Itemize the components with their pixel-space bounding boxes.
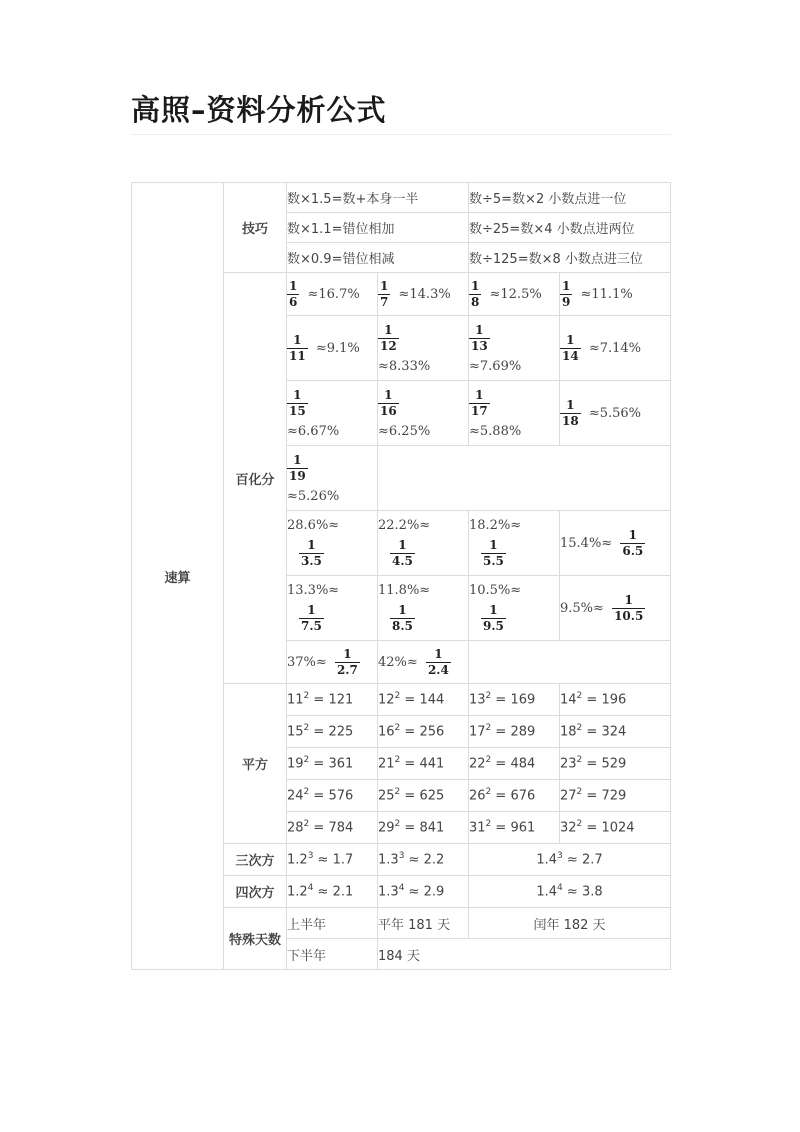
square-cell: $31^2 = 961$ <box>469 812 560 844</box>
percent-fraction-cell <box>378 641 469 684</box>
approx-value: ≈9.1% <box>315 340 360 356</box>
category-label-cube: 三次方 <box>224 844 287 876</box>
percent-value: 28.6%≈ <box>287 517 340 533</box>
fraction-cell <box>560 381 671 446</box>
days-label-second-half: 下半年 <box>287 939 378 970</box>
approx-value: ≈12.5% <box>489 286 542 302</box>
percent-fraction-cell <box>469 576 560 641</box>
trick-cell: 数÷125=数×8 小数点进三位 <box>469 243 671 273</box>
fraction: $\frac{1}{6}$ <box>289 278 298 309</box>
square-cell: $29^2 = 841$ <box>378 812 469 844</box>
square-cell: $24^2 = 576$ <box>287 780 378 812</box>
trick-cell: 数×1.5=数+本身一半 <box>287 183 469 213</box>
square-cell: $18^2 = 324$ <box>560 716 671 748</box>
percent-fraction-cell <box>378 576 469 641</box>
square-cell: $25^2 = 625$ <box>378 780 469 812</box>
percent-fraction-cell <box>287 641 378 684</box>
cube-cell: $1.3^3 \approx 2.2$ <box>378 844 469 876</box>
fraction: $\frac{1}{8}$ <box>471 278 480 309</box>
percent-fraction-cell <box>560 576 671 641</box>
fraction: $\frac{1}{17}$ <box>471 387 488 418</box>
fraction-cell <box>287 316 378 381</box>
square-cell: $19^2 = 361$ <box>287 748 378 780</box>
fraction: $\frac{1}{15}$ <box>289 387 306 418</box>
percent-fraction-cell <box>469 511 560 576</box>
title-divider <box>131 134 671 135</box>
fraction-cell <box>378 381 469 446</box>
fraction-cell <box>287 273 378 316</box>
empty-cell <box>469 641 671 684</box>
square-cell: $23^2 = 529$ <box>560 748 671 780</box>
fraction: $\frac{1}{5.5}$ <box>483 537 504 568</box>
trick-cell: 数×1.1=错位相加 <box>287 213 469 243</box>
days-label-first-half: 上半年 <box>287 908 378 939</box>
fraction-cell <box>560 273 671 316</box>
approx-value: ≈7.14% <box>588 340 642 356</box>
approx-value: ≈7.69% <box>469 358 522 374</box>
approx-value: ≈5.56% <box>588 405 642 421</box>
fraction: $\frac{1}{4.5}$ <box>392 537 413 568</box>
fraction-cell <box>287 446 378 511</box>
fraction: $\frac{1}{9.5}$ <box>483 602 504 633</box>
fraction: $\frac{1}{7}$ <box>380 278 389 309</box>
square-cell: $16^2 = 256$ <box>378 716 469 748</box>
fraction: $\frac{1}{6.5}$ <box>622 527 644 558</box>
approx-value: ≈16.7% <box>307 286 360 302</box>
approx-value: ≈11.1% <box>580 286 633 302</box>
square-cell: $15^2 = 225$ <box>287 716 378 748</box>
approx-value: ≈14.3% <box>398 286 451 302</box>
percent-value: 10.5%≈ <box>469 582 522 598</box>
days-normal-year: 平年 181 天 <box>378 908 469 939</box>
fraction: $\frac{1}{11}$ <box>289 332 306 363</box>
fraction: $\frac{1}{14}$ <box>562 332 579 363</box>
square-cell: $22^2 = 484$ <box>469 748 560 780</box>
fraction: $\frac{1}{19}$ <box>289 452 306 483</box>
fraction: $\frac{1}{7.5}$ <box>301 602 322 633</box>
fraction: $\frac{1}{12}$ <box>380 322 397 353</box>
fourth-power-cell: $1.4^4 \approx 3.8$ <box>469 876 671 908</box>
category-label-square: 平方 <box>224 684 287 844</box>
fraction-cell <box>469 316 560 381</box>
percent-value: 22.2%≈ <box>378 517 431 533</box>
fourth-power-cell: $1.2^4 \approx 2.1$ <box>287 876 378 908</box>
category-label-fourth: 四次方 <box>224 876 287 908</box>
formula-table <box>131 182 671 970</box>
percent-value: 13.3%≈ <box>287 582 340 598</box>
approx-value: ≈6.25% <box>378 423 431 439</box>
fraction: $\frac{1}{3.5}$ <box>301 537 322 568</box>
approx-value: ≈5.88% <box>469 423 522 439</box>
square-cell: $17^2 = 289$ <box>469 716 560 748</box>
fraction-cell <box>378 273 469 316</box>
fraction: $\frac{1}{2.4}$ <box>427 646 449 677</box>
days-leap-year: 闰年 182 天 <box>469 908 671 939</box>
fourth-power-cell: $1.3^4 \approx 2.9$ <box>378 876 469 908</box>
approx-value: ≈6.67% <box>287 423 340 439</box>
fraction-cell <box>469 273 560 316</box>
empty-cell <box>378 446 671 511</box>
fraction: $\frac{1}{16}$ <box>380 387 397 418</box>
fraction: $\frac{1}{13}$ <box>471 322 488 353</box>
percent-fraction-cell <box>287 576 378 641</box>
fraction-cell <box>378 316 469 381</box>
cube-cell: $1.2^3 \approx 1.7$ <box>287 844 378 876</box>
fraction-cell <box>287 381 378 446</box>
fraction: $\frac{1}{18}$ <box>562 397 579 428</box>
page-title: 高照–资料分析公式 <box>131 93 387 127</box>
square-cell: $28^2 = 784$ <box>287 812 378 844</box>
trick-cell: 数×0.9=错位相减 <box>287 243 469 273</box>
percent-value: 37%≈ <box>287 654 327 670</box>
square-cell: $14^2 = 196$ <box>560 684 671 716</box>
percent-fraction-cell <box>287 511 378 576</box>
fraction-cell <box>560 316 671 381</box>
fraction-cell <box>469 381 560 446</box>
percent-value: 42%≈ <box>378 654 418 670</box>
square-cell: $11^2 = 121$ <box>287 684 378 716</box>
trick-cell: 数÷25=数×4 小数点进两位 <box>469 213 671 243</box>
fraction: $\frac{1}{8.5}$ <box>392 602 413 633</box>
percent-value: 11.8%≈ <box>378 582 431 598</box>
fraction: $\frac{1}{2.7}$ <box>336 646 358 677</box>
approx-value: ≈8.33% <box>378 358 431 374</box>
approx-value: ≈5.26% <box>287 488 340 504</box>
days-second-half-value: 184 天 <box>378 939 671 970</box>
percent-fraction-cell <box>378 511 469 576</box>
fraction: $\frac{1}{9}$ <box>562 278 571 309</box>
category-label-percent: 百化分 <box>224 273 287 684</box>
fraction: $\frac{1}{10.5}$ <box>614 592 644 623</box>
trick-cell: 数÷5=数×2 小数点进一位 <box>469 183 671 213</box>
square-cell: $13^2 = 169$ <box>469 684 560 716</box>
cube-cell: $1.4^3 \approx 2.7$ <box>469 844 671 876</box>
percent-value: 9.5%≈ <box>560 600 604 616</box>
square-cell: $12^2 = 144$ <box>378 684 469 716</box>
percent-fraction-cell <box>560 511 671 576</box>
square-cell: $21^2 = 441$ <box>378 748 469 780</box>
square-cell: $26^2 = 676$ <box>469 780 560 812</box>
section-label-speed-calc: 速算 <box>132 183 224 970</box>
percent-value: 15.4%≈ <box>560 535 613 551</box>
category-label-tricks: 技巧 <box>224 183 287 273</box>
percent-value: 18.2%≈ <box>469 517 522 533</box>
square-cell: $32^2 = 1024$ <box>560 812 671 844</box>
category-label-days: 特殊天数 <box>224 908 287 970</box>
square-cell: $27^2 = 729$ <box>560 780 671 812</box>
